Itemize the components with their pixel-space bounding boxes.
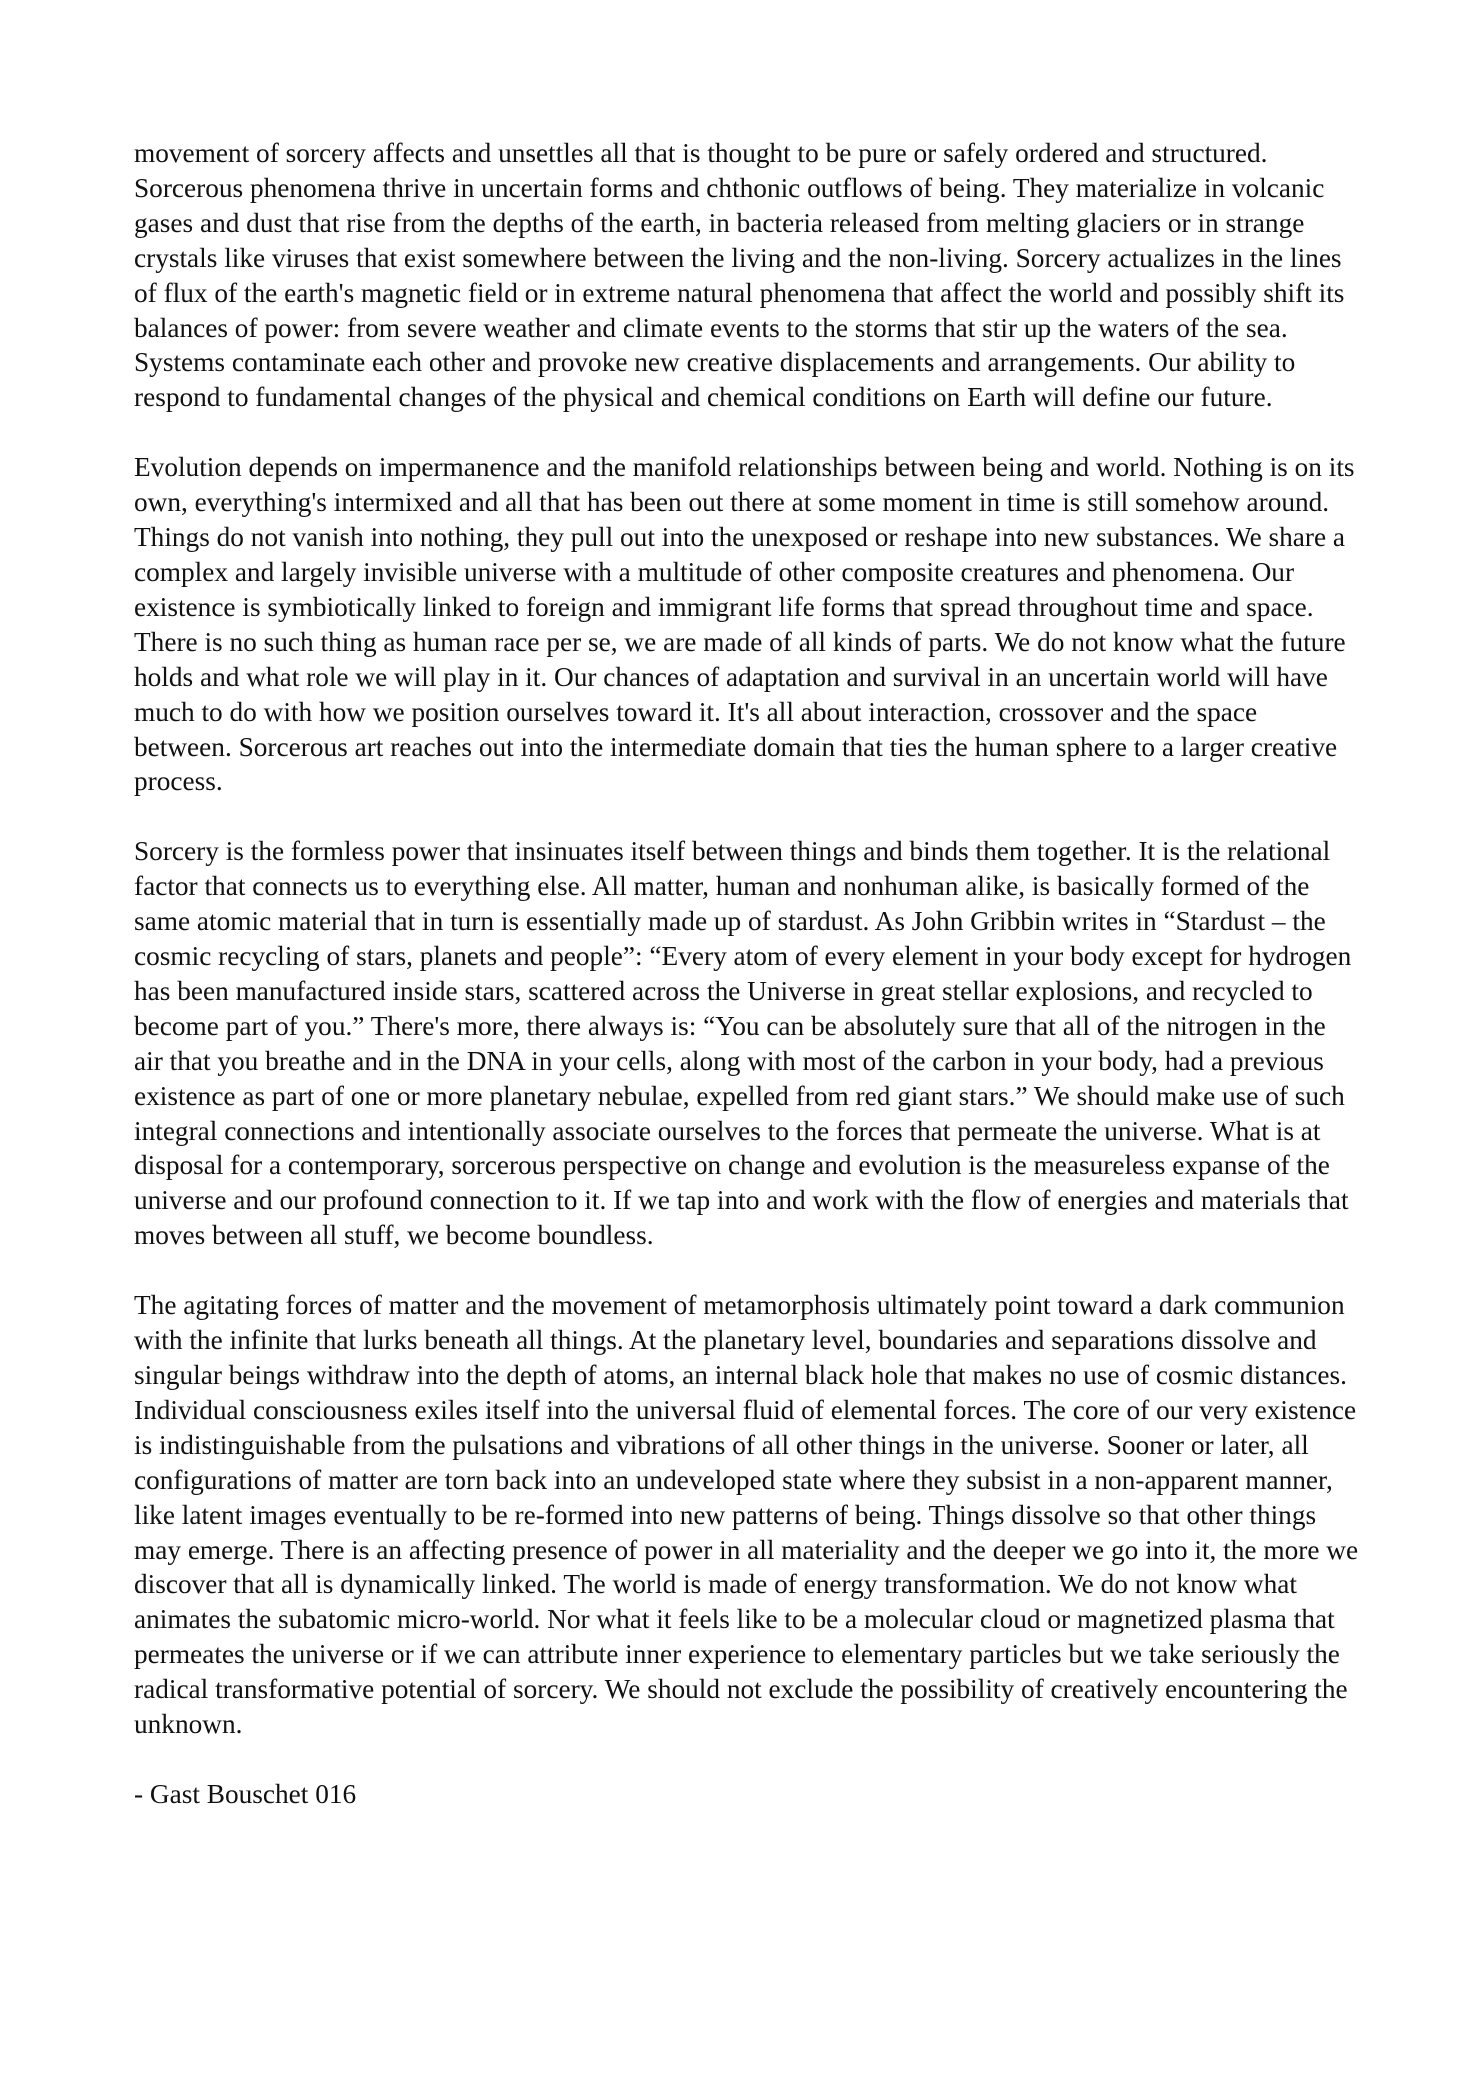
author-signature: - Gast Bouschet 016 <box>134 1778 357 1809</box>
document-page <box>134 136 1359 1812</box>
paragraph-2: Evolution depends on impermanence and the manifold relationships between being and world. Nothing is on its own, everything's intermixed and all that has been out there at some moment in time is still somehow around. Things do not vanish into nothing, they pull out into the unexposed or reshape into new substances. We share a complex and largely invisible universe with a multitude of other composite creatures and phenomena. Our existence is symbiotically linked to foreign and immigrant life forms that spread throughout time and space. There is no such thing as human race per se, we are made of all kinds of parts. We do not know what the future holds and what role we will play in it. Our chances of adaptation and survival in an uncertain world will have much to do with how we position ourselves toward it. It's all about interaction, crossover and the space between. Sorcerous art reaches out into the intermediate domain that ties the human sphere to a larger creative process. <box>134 452 1355 797</box>
paragraph-4: The agitating forces of matter and the movement of metamorphosis ultimately point toward a dark communion with the infinite that lurks beneath all things. At the planetary level, boundaries and separations dissolve and singular beings withdraw into the depth of atoms, an internal black hole that makes no use of cosmic distances. Individual consciousness exiles itself into the universal fluid of elemental forces. The core of our very existence is indistinguishable from the pulsations and vibrations of all other things in the universe. Sooner or later, all configurations of matter are torn back into an undeveloped state where they subsist in a non-apparent manner, like latent images eventually to be re-formed into new patterns of being. Things dissolve so that other things may emerge. There is an affecting presence of power in all materiality and the deeper we go into it, the more we discover that all is dynamically linked. The world is made of energy transformation. We do not know what animates the subatomic micro-world. Nor what it feels like to be a molecular cloud or magnetized plasma that permeates the universe or if we can attribute inner experience to elementary particles but we take seriously the radical transformative potential of sorcery. We should not exclude the possibility of creatively encountering the unknown. <box>134 1290 1359 1740</box>
paragraph-1: movement of sorcery affects and unsettles all that is thought to be pure or safely ordered and structured. Sorcerous phenomena thrive in uncertain forms and chthonic outflows of being. They materialize in volcanic gases and dust that rise from the depths of the earth, in bacteria released from melting glaciers or in strange crystals like viruses that exist somewhere between the living and the non-living. Sorcery actualizes in the lines of flux of the earth's magnetic field or in extreme natural phenomena that affect the world and possibly shift its balances of power: from severe weather and climate events to the storms that stir up the waters of the sea. Systems contaminate each other and provoke new creative displacements and arrangements. Our ability to respond to fundamental changes of the physical and chemical conditions on Earth will define our future. <box>134 138 1345 413</box>
paragraph-3: Sorcery is the formless power that insinuates itself between things and binds them together. It is the relational factor that connects us to everything else. All matter, human and nonhuman alike, is basically formed of the same atomic material that in turn is essentially made up of stardust. As John Gribbin writes in “Stardust – the cosmic recycling of stars, planets and people”: “Every atom of every element in your body except for hydrogen has been manufactured inside stars, scattered across the Universe in great stellar explosions, and recycled to become part of you.” There's more, there always is: “You can be absolutely sure that all of the nitrogen in the air that you breathe and in the DNA in your cells, along with most of the carbon in your body, had a previous existence as part of one or more planetary nebulae, expelled from red giant stars.” We should make use of such integral connections and intentionally associate ourselves to the forces that permeate the universe. What is at disposal for a contemporary, sorcerous perspective on change and evolution is the measureless expanse of the universe and our profound connection to it. If we tap into and work with the flow of energies and materials that moves between all stuff, we become boundless. <box>134 836 1352 1251</box>
